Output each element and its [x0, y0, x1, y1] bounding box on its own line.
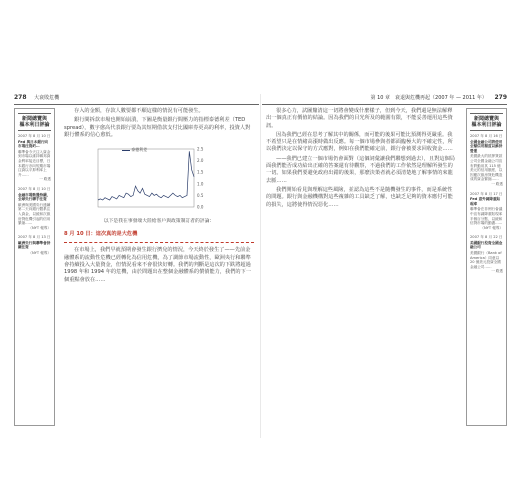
news-source: 一 路透: [491, 181, 503, 186]
left-running-head: [14, 94, 59, 102]
left-head-rule: [14, 104, 259, 105]
news-source: 一 路透: [491, 269, 503, 274]
news-date: 2007 年 8 月 17 日: [470, 191, 503, 196]
left-sidebar: [14, 108, 55, 426]
ted-spread-line: [98, 151, 194, 200]
news-entry: [470, 192, 503, 231]
news-title: 美國銀行投資全國金融公司: [470, 240, 503, 250]
section-heading: 8 月 10 日：這次真的是大危機: [64, 231, 138, 238]
news-source: （NYT 報導）: [28, 225, 51, 230]
body-paragraph: ——我們已建立一個市場仍會面對（這個詞彙讓我們聯想到過去），且對這個局面我們能否成功給出正確的答案還有待觀察，不過我們的工作依然是理解所發生的一切。如果我們要避免政府出錯的後果，那麼決策者就必須清楚地了解事情的來龍去脈……: [266, 155, 455, 184]
chart-svg: [94, 145, 214, 215]
right-body-text: [266, 108, 456, 211]
news-date: 2007 年 8 月 22 日: [470, 235, 503, 240]
chart-frame: [98, 149, 194, 207]
left-sidebar-title: 新聞總覽與 樞本利日評論: [18, 113, 51, 131]
right-running-head: [371, 94, 507, 102]
news-text: 美國銀行（Bank of America）同意以 20 億美元投資全國金融公司……: [470, 251, 502, 269]
news-date: 2007 年 8 月 16 日: [470, 134, 503, 138]
news-entry: [470, 134, 503, 187]
news-entry: [18, 187, 51, 230]
news-source: 一 路透: [39, 177, 51, 182]
ted-spread-chart: [64, 145, 254, 215]
figure-caption: 以下是我在事發端大陸給客戶與政策制訂者的評論：: [103, 219, 215, 225]
right-page-number: 279: [494, 94, 507, 101]
right-chapter-title: 第 10 章 衰退與危機再起（2007 年 — 2011 年）: [370, 95, 487, 101]
left-page-number: 278: [14, 94, 27, 101]
y-tick-label: 1.0: [197, 181, 204, 187]
news-title: 歐洲央行與聯準會持續注資: [18, 240, 51, 250]
news-title: Fed 與日本銀行向市場注資約…: [18, 139, 49, 149]
book-gutter: [260, 94, 261, 438]
body-paragraph: 在市場上，我們早就預期會發生銀行擠兌的情況，今天終於發生了——先前金融體系的流動性危機已經轉化為信用危機，為了調節市場流動性，歐洲央行和聯準會持續投入大量資金，但情況看來不會很快好轉。我們的判斷是這次的下跌將超過 1998 年和 1994 年的危機，由於問題出在整個金融體系的償債能力，我們的下一個重點會放在……: [64, 247, 251, 283]
news-title: 金融市場動盪持續，全球央行聯手注資: [18, 192, 51, 202]
right-head-rule: [262, 104, 507, 105]
news-entry: [470, 235, 503, 274]
news-source: （NYT 報導）: [28, 251, 51, 256]
news-text: 美國最大的抵押貸款公司全國金融公司宣布將動用其 115 億美元的信用額度，以因應次級房貸危機造成的資金緊縮……: [470, 154, 503, 182]
y-tick-label: 2.5: [197, 146, 204, 152]
body-paragraph: 很多心力，試圖釐清這一切將會變成什麼樣子，但到今天，我們還是無法解釋出一個真正有價值的結論。因為我們的目光所及的範圍有限，不能妥善運用這些資訊。: [266, 108, 453, 129]
right-sidebar: [466, 108, 507, 426]
right-sidebar-title: 新聞總覽與 樞本利日評論: [470, 113, 503, 131]
news-date: 2007 年 8 月 13 日: [18, 235, 51, 240]
section-rule: [64, 242, 254, 243]
body-paragraph: 因為我們已經在思考了解其中的關係，而可能的後果可能比預測得更嚴重。我不希望只是在情緒高漲時做出反應。每一個市場參與者都面臨極大的不確定性，所以我們決定以保守的方式應對，例如在我們能確定前，銀行會被要求回收資金……: [266, 131, 453, 153]
left-page: [14, 94, 259, 438]
news-title: 全國金融公司將使用全額信用額度以維持營運: [470, 139, 503, 153]
news-entry: [18, 134, 51, 182]
body-paragraph: 銀行間拆款市場也開始崩潰，下圖是衡量銀行間壓力的指標泰德利差（TED spread），數字愈高代表銀行要為其短期借款支付比國庫券更高的利率，投資人對銀行體系的信心愈低。: [64, 117, 251, 138]
chart-legend: [122, 147, 147, 152]
book-spread: [14, 94, 507, 438]
news-date: 2007 年 8 月 10 日: [18, 186, 51, 191]
legend-swatch: [122, 150, 130, 151]
left-body-text: [64, 108, 254, 286]
news-text: 聯準會在非例行會議中宣布調降重貼現率半個百分點，以緩和信貸市場的動盪……: [470, 207, 503, 226]
right-page: [262, 94, 507, 438]
body-paragraph: 存入的金額，存款人數要都不願這樣的情況有可能發生。: [74, 108, 204, 114]
news-title: Fed 意外調降重貼現率: [470, 197, 501, 206]
left-book-title: 大衰敗危機: [34, 95, 60, 101]
news-source: （NYT 報導）: [480, 225, 503, 230]
y-tick-label: 2.0: [197, 158, 204, 164]
news-date: 2007 年 8 月 10 日: [18, 134, 51, 138]
legend-label: 泰德利差: [131, 147, 148, 153]
news-text: 聯準會今天注入資金到市場以維持聯邦資金利率接近目標，日本銀行亦向短期市場注資以平抑利率上升……: [18, 149, 51, 177]
news-entry: [18, 235, 51, 255]
body-paragraph: 我們開始看見與理解這些風險，並認為這些不是隨機發生的事件，而是系統性的問題。銀行與金融機構對這些複雜的工具缺乏了解，也缺乏足夠的資本應付可能的損失，這將使得情況惡化……: [266, 186, 453, 208]
y-tick-label: 1.5: [197, 169, 204, 175]
y-tick-label: 0.0: [197, 204, 204, 210]
news-text: 歐洲與美國央行連續第二天向銀行體系注入資金，以緩和次級房貸危機引起的信用緊縮……: [18, 202, 51, 226]
y-tick-label: 0.5: [197, 193, 204, 199]
